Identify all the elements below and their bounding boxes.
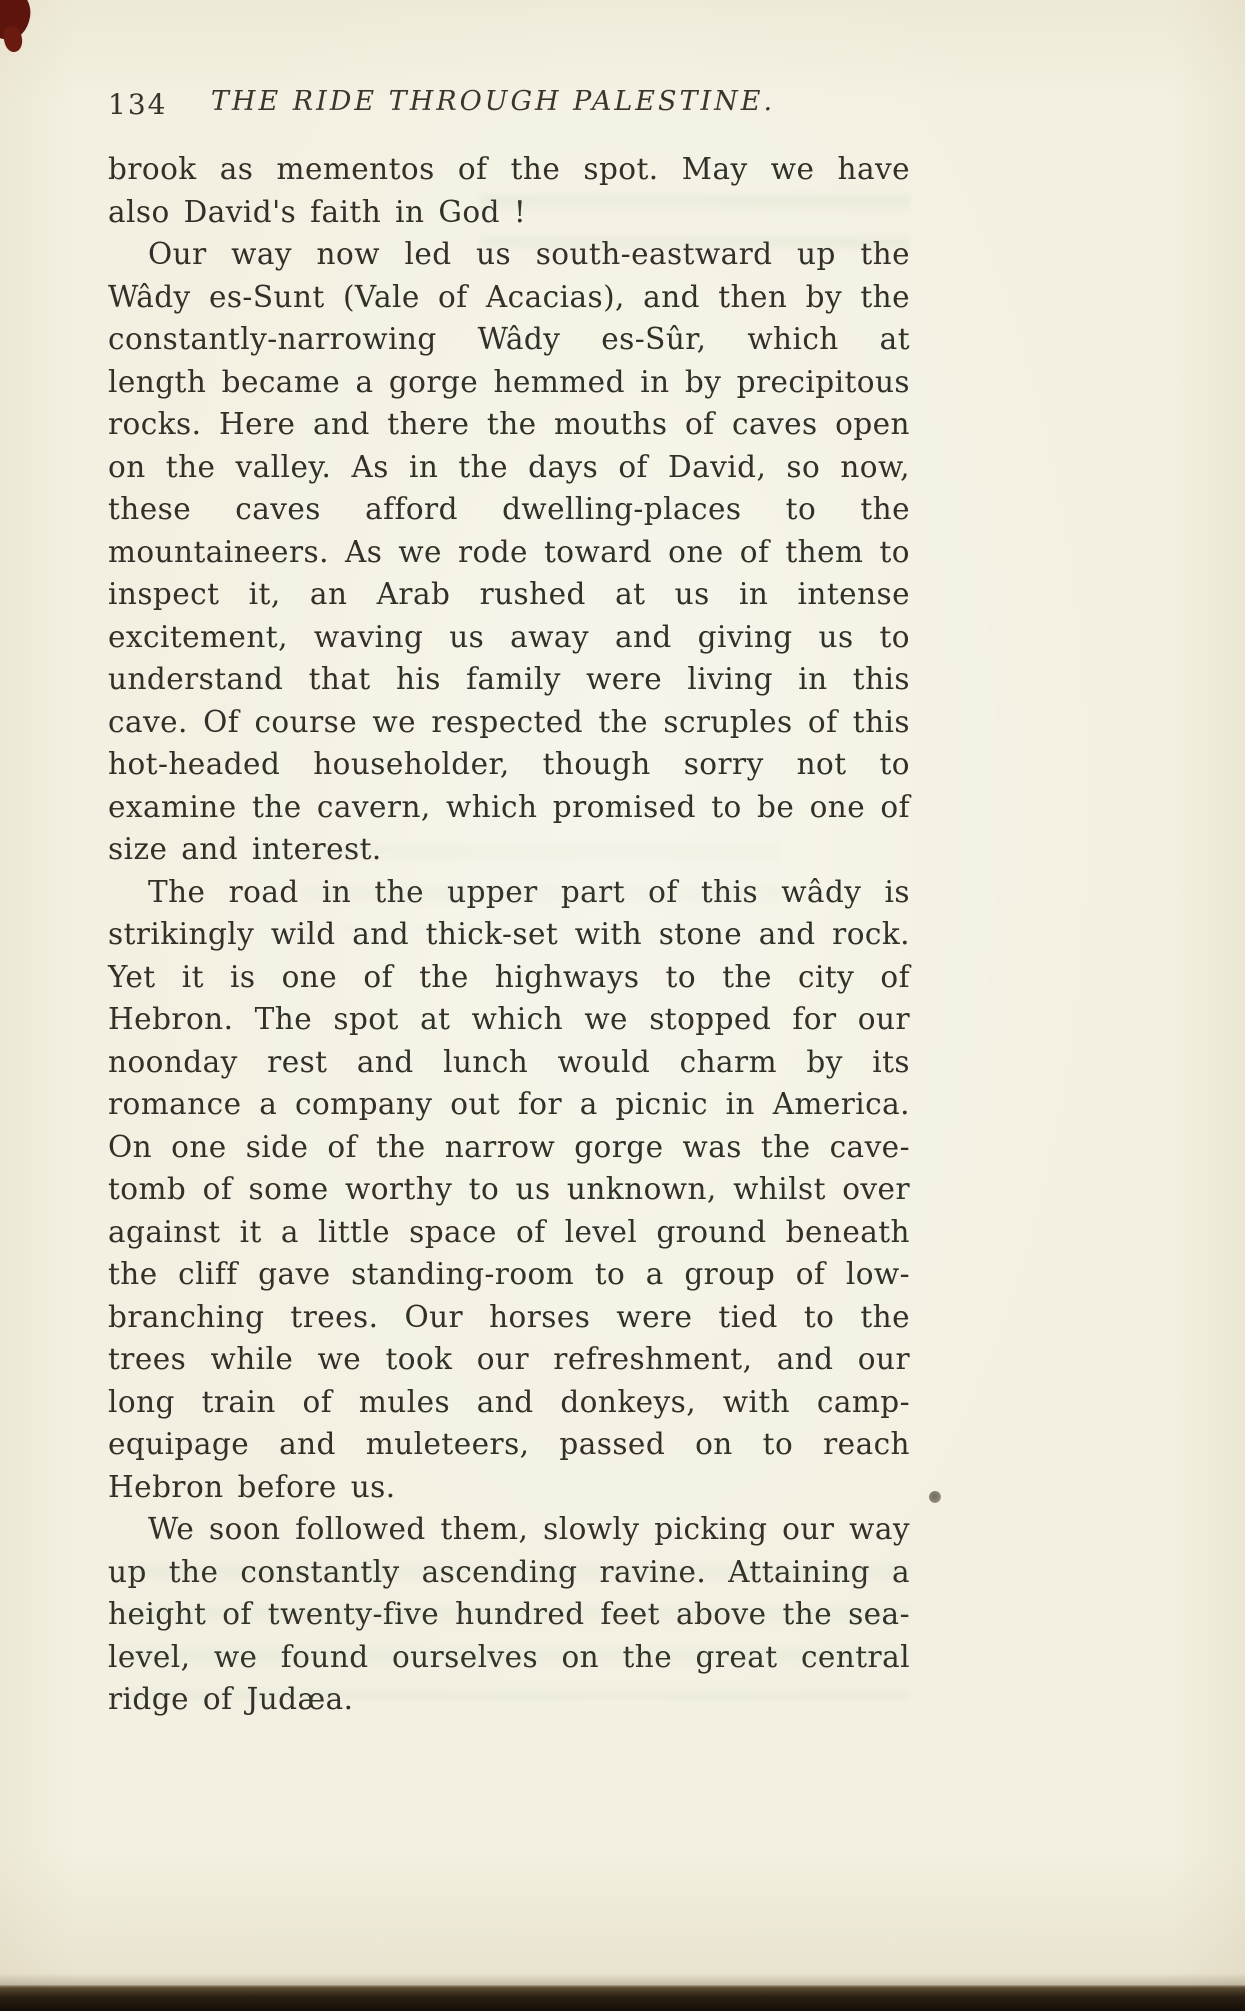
paragraph: brook as mementos of the spot. May we have also David's faith in God ! xyxy=(108,152,910,229)
scan-edge-bar xyxy=(0,1985,1245,2011)
ink-stain-artifact xyxy=(1,24,25,54)
page-number: 134 xyxy=(108,88,168,121)
running-title: THE RIDE THROUGH PALESTINE. xyxy=(210,86,776,117)
paragraph: We soon followed them, slowly picking our way up the constantly ascending ravine. Attaining a height of twenty-five hundred feet above the sea-level, we found ourselves on the great central ridge of Judæa. xyxy=(108,1512,910,1716)
ink-stain-artifact xyxy=(0,0,33,42)
body-text xyxy=(108,148,910,1721)
page-edge-shadow xyxy=(0,1973,1245,1987)
paragraph: Our way now led us south-eastward up the Wâdy es-Sunt (Vale of Acacias), and then by the constantly-narrowing Wâdy es-Sûr, which at length became a gorge hemmed in by precipitous rocks. Here and there the mouths of caves open on the valley. As in the days of David, so now, these caves afford dwelling-places to the mountaineers. As we rode toward one of them to inspect it, an Arab rushed at us in intense excitement, waving us away and giving us to understand that his family were living in this cave. Of course we respected the scruples of this hot-headed householder, though sorry not to examine the cavern, which promised to be one of size and interest. xyxy=(108,237,910,866)
paragraph: The road in the upper part of this wâdy is strikingly wild and thick-set with stone and rock. Yet it is one of the highways to the city of Hebron. The spot at which we stopped for our noonday rest and lunch would charm by its romance a company out for a picnic in America. On one side of the narrow gorge was the cave-tomb of some worthy to us unknown, whilst over against it a little space of level ground beneath the cliff gave standing-room to a group of low-branching trees. Our horses were tied to the trees while we took our refreshment, and our long train of mules and donkeys, with camp-equipage and muleteers, passed on to reach Hebron before us. xyxy=(108,874,910,1504)
page-header xyxy=(108,86,908,126)
page-speck-artifact xyxy=(929,1491,941,1503)
